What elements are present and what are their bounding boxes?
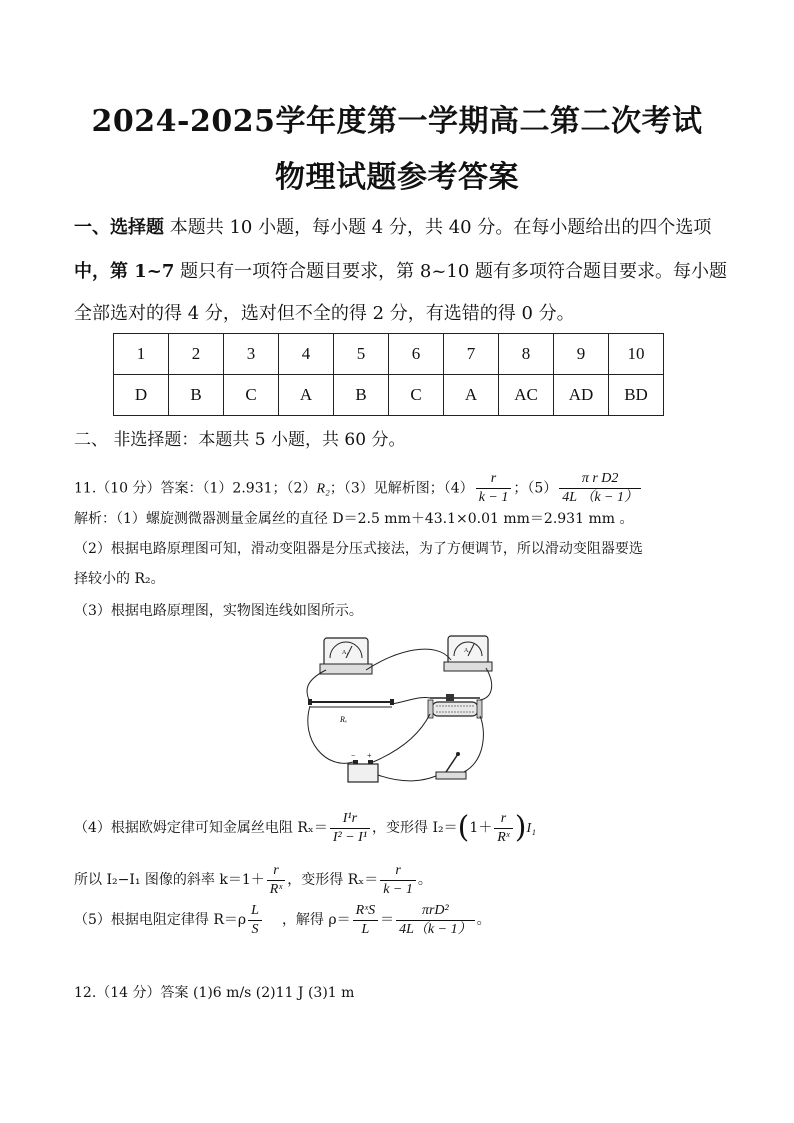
section1-line2-b: 题只有一项符合题目要求，第 8~10 题有多项符合题目要求。每小题 <box>180 261 728 282</box>
right-paren: ) <box>514 810 527 845</box>
q11-a7-hnum: πrD² <box>396 902 474 921</box>
answer-table-numbers-row <box>114 334 664 375</box>
q11-a7-gden: L <box>361 921 370 937</box>
q11-a7-den: S <box>251 921 259 937</box>
section1-line3: 全部选对的得 4 分，选对但不全的得 2 分，有选错的得 0 分。 <box>74 303 575 324</box>
q11-a5-den: I² − I¹ <box>332 829 368 845</box>
q11-analysis-6 <box>74 860 724 900</box>
q12-answer-line: 12.（14 分）答案 (1)6 m/s (2)11 J (3)1 m <box>74 985 355 1001</box>
section1-line1-text: 本题共 10 小题，每小题 4 分，共 40 分。在每小题给出的四个选项 <box>169 217 712 238</box>
q11-a7-gnum: RˣS <box>353 902 379 921</box>
q11-a6-gnum: r <box>380 862 416 881</box>
q11-frac5 <box>559 470 641 507</box>
table-cell: B <box>169 375 224 416</box>
q11-a7-b: ，解得 ρ＝ <box>281 912 351 928</box>
table-cell: AC <box>499 375 554 416</box>
q11-frac5-num: π r D2 <box>559 470 641 489</box>
q11-sep: ；（5） <box>513 480 558 497</box>
table-cell: C <box>224 375 279 416</box>
q11-a7-frac3 <box>396 902 474 939</box>
q11-frac5-den: 4L （k − 1） <box>562 490 638 505</box>
q11-a7-frac <box>248 902 262 939</box>
resistance-wire-icon <box>308 699 394 724</box>
q11-frac4-num: r <box>476 470 512 489</box>
table-cell: C <box>389 375 444 416</box>
q11-a6-c: 。 <box>417 872 432 888</box>
q11-a7-a: （5）根据电阻定律得 R＝ρ <box>74 912 247 928</box>
q11-a6-frac2 <box>380 862 416 899</box>
section1-head: 一、选择题 <box>74 217 164 238</box>
q11-a7-c: ＝ <box>380 912 395 928</box>
q11-mid: ；（3）见解析图；（4） <box>329 480 474 497</box>
section2-heading: 二、 非选择题：本题共 5 小题，共 60 分。 <box>74 430 406 450</box>
battery-icon <box>348 751 378 782</box>
title-line-2: 物理试题参考答案 <box>275 160 519 195</box>
table-cell: D <box>114 375 169 416</box>
ammeter-2-label: A₂ <box>464 648 471 654</box>
section1-line1 <box>74 216 724 240</box>
q11-a7-frac2 <box>353 902 379 939</box>
q11-a5-d: I₁ <box>526 821 537 836</box>
table-cell: 6 <box>389 334 444 375</box>
table-cell: A <box>279 375 334 416</box>
q11-analysis-3: 择较小的 R₂。 <box>74 571 165 587</box>
table-cell: AD <box>554 375 609 416</box>
table-cell: BD <box>609 375 664 416</box>
q11-analysis-4: （3）根据电路原理图，实物图连线如图所示。 <box>74 603 363 619</box>
switch-icon <box>436 752 466 779</box>
table-cell: 2 <box>169 334 224 375</box>
q11-a5-a: （4）根据欧姆定律可知金属丝电阻 Rₓ＝ <box>74 820 328 836</box>
q11-a6-gden: k − 1 <box>383 881 413 897</box>
q11-analysis-7 <box>74 900 724 940</box>
table-cell: 4 <box>279 334 334 375</box>
q11-r2: R₂ <box>316 481 330 497</box>
rx-label: Rₓ <box>340 715 348 724</box>
q11-a5-frac <box>330 810 370 847</box>
q11-a6-den: Rˣ <box>269 881 283 897</box>
q11-analysis-2: （2）根据电路原理图可知，滑动变阻器是分压式接法，为了方便调节，所以滑动变阻器要选 <box>74 541 643 557</box>
table-cell: A <box>444 375 499 416</box>
ammeter-1-icon <box>320 638 372 674</box>
section1-line2-a: 中，第 1~7 <box>74 261 175 282</box>
q11-a6-frac <box>267 862 286 899</box>
q11-a5-inum: r <box>494 810 513 829</box>
q11-a5-b: ，变形得 I₂＝ <box>372 820 458 836</box>
q11-analysis-1: 解析：（1）螺旋测微器测量金属丝的直径 D＝2.5 mm＋43.1×0.01 mm＝2.931 mm 。 <box>74 511 634 527</box>
table-cell: 5 <box>334 334 389 375</box>
q11-a6-a: 所以 I₂−I₁ 图像的斜率 k＝1＋ <box>74 872 265 888</box>
ammeter-1-label: A₁ <box>342 650 349 656</box>
circuit-diagram <box>296 630 496 788</box>
table-cell: 3 <box>224 334 279 375</box>
table-cell: 7 <box>444 334 499 375</box>
q11-frac4-den: k − 1 <box>478 490 509 505</box>
table-cell: 10 <box>609 334 664 375</box>
table-cell: 1 <box>114 334 169 375</box>
q11-a7-hden: 4L（k − 1） <box>399 921 472 937</box>
q11-analysis-5 <box>74 808 724 849</box>
ammeter-2-icon <box>444 636 492 671</box>
left-paren: ( <box>457 810 470 845</box>
table-cell: 8 <box>499 334 554 375</box>
q11-a7-num: L <box>248 902 262 921</box>
q11-answer-line <box>74 470 724 508</box>
title-line-1: 2024-2025学年度第一学期高二第二次考试 <box>91 104 703 139</box>
table-cell: 9 <box>554 334 609 375</box>
q11-a6-num: r <box>267 862 286 881</box>
section1-line2 <box>74 260 728 284</box>
answer-table <box>113 333 664 416</box>
rheostat-icon <box>428 694 482 718</box>
q11-a6-b: ，变形得 Rₓ＝ <box>287 872 379 888</box>
q11-a5-inner-frac <box>494 810 513 847</box>
q11-prefix: 11.（10 分）答案：（1）2.931；（2） <box>74 480 317 497</box>
q11-a5-num: I¹r <box>330 810 370 829</box>
q11-a5-iden: Rˣ <box>497 829 510 845</box>
q11-a5-c: 1＋ <box>469 820 493 836</box>
answer-table-answers-row <box>114 375 664 416</box>
table-cell: B <box>334 375 389 416</box>
battery-minus-label: − <box>351 751 356 760</box>
q11-a7-d: 。 <box>476 912 491 928</box>
q11-frac4 <box>476 470 512 507</box>
battery-plus-label: + <box>367 751 372 760</box>
